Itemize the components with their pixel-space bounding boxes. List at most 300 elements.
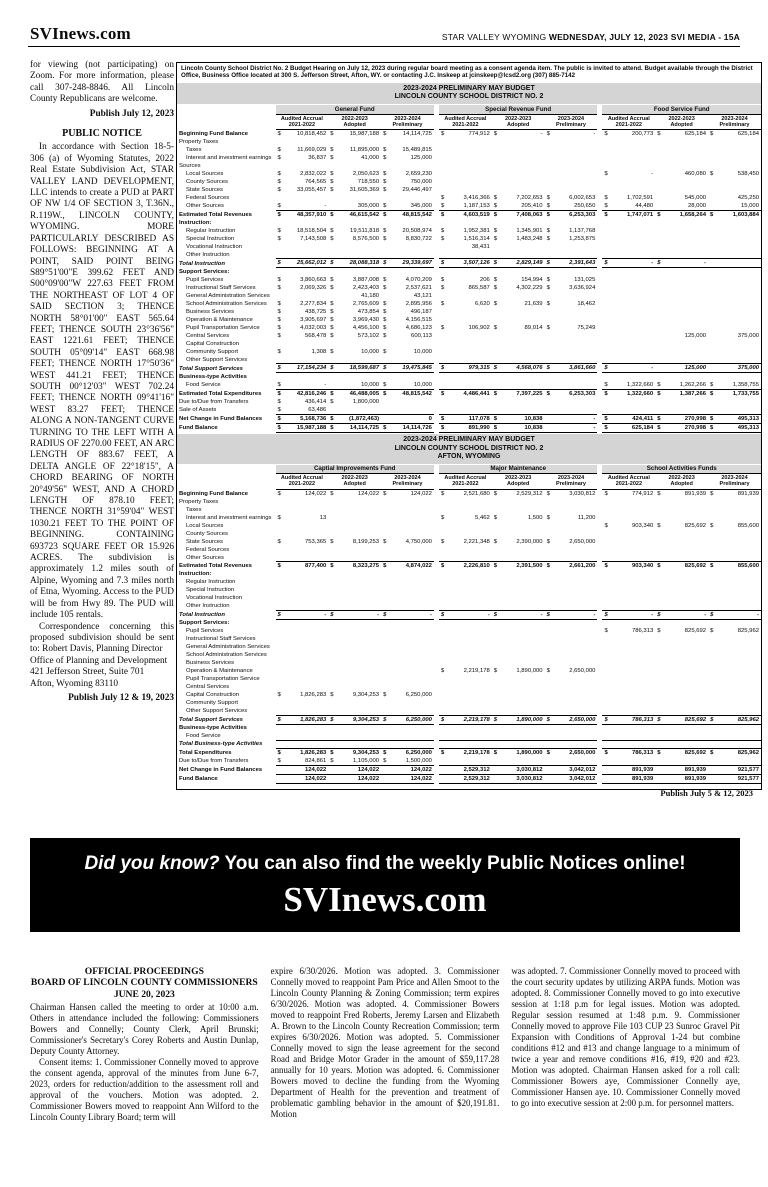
amount-cell — [276, 194, 329, 202]
row-label: Net Change in Fund Balances — [179, 416, 263, 423]
budget-row — [177, 757, 761, 766]
budget-hearing-notice: Lincoln County School District No. 2 Budget Hearing on July 12, 2023 during regular board meeting as a consent agenda item. The public is invited to attend. Budget available through the District Office, Business Office located at 300 S. Jefferson Street, Afton, WY. or contacting J.C. Inskeep at jcinskeep@lcsd2.org (307) 885-7142 — [181, 65, 753, 80]
row-label: State Sources — [186, 538, 224, 545]
column-header: Audited Accrual 2021-2022 — [439, 474, 492, 489]
amount-cell — [545, 546, 598, 554]
budget-row — [177, 635, 761, 643]
amount-cell — [276, 586, 329, 594]
amount-cell — [545, 522, 598, 530]
amount-cell — [708, 138, 761, 146]
amount-cell: $ 7,408,063 — [493, 211, 543, 218]
amount-cell: $ 1,658,264 — [657, 211, 707, 218]
amount-cell — [276, 268, 329, 276]
amount-cell — [655, 732, 708, 740]
amount-cell: $ 903,340 — [604, 563, 654, 570]
row-label: Beginning Fund Balance — [179, 490, 249, 497]
amount-cell — [602, 619, 655, 627]
amount-cell — [492, 308, 545, 316]
row-label: Due to/Due from Transfers — [179, 398, 249, 405]
amount-cell — [602, 276, 655, 284]
amount-cell — [602, 308, 655, 316]
budget-row — [177, 243, 761, 251]
amount-cell — [381, 699, 434, 707]
amount-cell: $ 495,313 — [710, 424, 759, 431]
amount-cell — [381, 194, 434, 202]
amount-cell: $ 891,939 — [657, 490, 707, 497]
amount-cell — [708, 602, 761, 610]
proceedings-column-2 — [271, 966, 500, 1166]
amount-cell — [655, 324, 708, 332]
column-header: Audited Accrual 2021-2022 — [602, 114, 655, 129]
amount-cell: $ 4,070,209 — [383, 276, 432, 283]
amount-cell: $ 6,250,000 — [383, 692, 432, 699]
amount-cell: $ - — [604, 170, 654, 177]
amount-cell — [602, 186, 655, 194]
budget-row — [177, 651, 761, 659]
amount-cell — [655, 683, 708, 691]
budget-row — [177, 610, 761, 619]
amount-cell: $ 1,137,768 — [546, 227, 596, 234]
amount-cell — [655, 348, 708, 356]
amount-cell — [381, 251, 434, 259]
budget-row — [177, 683, 761, 691]
amount-cell — [492, 332, 545, 340]
row-label: Total Business-type Activities — [179, 741, 263, 748]
amount-cell — [381, 138, 434, 146]
amount-cell: $ 270,998 — [657, 415, 707, 422]
amount-cell: $ 14,114,725 — [383, 130, 432, 137]
amount-cell: $ 20,508,974 — [383, 227, 432, 234]
amount-cell: $ 8,199,253 — [330, 538, 380, 545]
amount-cell — [381, 651, 434, 659]
row-label: Pupil Transportation Service — [186, 676, 260, 683]
amount-cell — [439, 643, 492, 651]
budget-row — [177, 506, 761, 514]
amount-cell — [492, 506, 545, 514]
amount-cell — [276, 627, 329, 635]
amount-cell — [545, 635, 598, 643]
budget-title-line: LINCOLN COUNTY SCHOOL DISTRICT NO. 2 — [394, 93, 544, 101]
amount-cell: $ - — [330, 611, 380, 618]
amount-cell — [492, 356, 545, 364]
amount-cell: $ 825,692 — [657, 522, 707, 529]
budget-row — [177, 691, 761, 699]
amount-cell — [708, 146, 761, 154]
amount-cell — [328, 675, 381, 683]
amount-cell — [492, 659, 545, 667]
amount-cell — [328, 162, 381, 170]
amount-cell — [602, 178, 655, 186]
amount-cell: $ 2,661,200 — [546, 563, 596, 570]
amount-cell: $ 4,750,000 — [383, 538, 432, 545]
amount-cell — [602, 340, 655, 348]
budget-row — [177, 619, 761, 627]
amount-cell — [708, 699, 761, 707]
amount-cell: $ 33,055,457 — [277, 186, 327, 193]
amount-cell — [492, 683, 545, 691]
amount-cell: - — [545, 414, 598, 423]
amount-cell — [381, 522, 434, 530]
amount-cell: $ 154,994 — [493, 276, 543, 283]
amount-cell: $ 117,078 — [440, 415, 490, 422]
column-header: 2023-2024 Preliminary — [545, 474, 598, 489]
amount-cell: $ 6,253,303 — [546, 211, 596, 218]
budget-notice-box — [176, 62, 762, 798]
amount-cell: $ 473,854 — [330, 308, 380, 315]
amount-cell — [381, 627, 434, 635]
amount-cell: $ 4,032,003 — [277, 324, 327, 331]
budget-row — [177, 643, 761, 651]
amount-cell — [492, 146, 545, 154]
amount-cell: $ - — [604, 365, 654, 372]
amount-cell — [708, 506, 761, 514]
amount-cell: $ 6,253,303 — [546, 390, 596, 397]
amount-cell — [439, 675, 492, 683]
amount-cell — [381, 740, 434, 748]
budget-row — [177, 732, 761, 740]
amount-cell — [655, 373, 708, 381]
amount-cell — [439, 146, 492, 154]
budget-row — [177, 202, 761, 211]
amount-cell — [602, 268, 655, 276]
amount-cell — [439, 554, 492, 562]
amount-cell: $ 855,600 — [710, 563, 759, 570]
amount-cell — [276, 594, 329, 602]
amount-cell: $ 250,650 — [546, 202, 596, 209]
amount-cell — [708, 406, 761, 415]
amount-cell — [602, 146, 655, 154]
amount-cell: $ 10,000 — [330, 348, 380, 355]
budget-title-band-2 — [177, 434, 761, 464]
amount-cell — [439, 292, 492, 300]
row-label: Fund Balance — [179, 776, 218, 783]
budget-row — [177, 667, 761, 675]
amount-cell — [328, 243, 381, 251]
amount-cell: 15,000 — [740, 202, 759, 209]
amount-cell: $ 11,669,029 — [277, 146, 327, 153]
amount-cell — [602, 235, 655, 243]
amount-cell: $ 6,250,000 — [383, 749, 432, 756]
amount-cell — [655, 554, 708, 562]
amount-cell — [545, 619, 598, 627]
amount-cell — [545, 398, 598, 406]
budget-row — [177, 602, 761, 610]
amount-cell: 2,529,312 — [439, 765, 492, 774]
amount-cell: $ 1,500 — [493, 514, 543, 521]
row-label: School Administration Services — [186, 300, 267, 307]
amount-cell — [328, 627, 381, 635]
amount-cell: $ 753,365 — [277, 538, 327, 545]
amount-cell — [602, 635, 655, 643]
amount-cell — [492, 724, 545, 732]
amount-cell — [492, 578, 545, 586]
amount-cell — [545, 138, 598, 146]
row-label: Other Support Services — [186, 356, 248, 363]
amount-cell: 38,431 — [471, 243, 490, 250]
row-label: Estimated Total Revenues — [179, 211, 252, 218]
amount-cell: $ 1,890,000 — [493, 668, 543, 675]
budget-row — [177, 170, 761, 178]
budget-row — [177, 251, 761, 259]
amount-cell — [708, 276, 761, 284]
amount-cell: $ 891,990 — [440, 424, 490, 431]
amount-cell: $ 865,587 — [440, 284, 490, 291]
left-column — [30, 60, 174, 792]
amount-cell — [545, 530, 598, 538]
amount-cell — [276, 373, 329, 381]
column-header: Audited Accrual 2021-2022 — [276, 474, 329, 489]
amount-cell — [492, 732, 545, 740]
correspondence-paragraph: Correspondence concerning this proposed subdivision should be sent to: Robert Davis, Planning Director — [30, 621, 174, 655]
amount-cell — [545, 732, 598, 740]
column-header: 2023-2024 Preliminary — [545, 114, 598, 129]
row-label: Central Services — [186, 332, 230, 339]
amount-cell: $ - — [657, 260, 707, 267]
amount-cell: $ 903,340 — [604, 522, 654, 529]
amount-cell — [708, 554, 761, 562]
amount-cell — [655, 635, 708, 643]
row-label: Local Sources — [186, 170, 224, 177]
amount-cell — [328, 340, 381, 348]
amount-cell — [328, 594, 381, 602]
row-label: Property Taxes — [179, 498, 219, 505]
amount-cell — [492, 707, 545, 715]
amount-cell — [602, 699, 655, 707]
amount-cell — [328, 506, 381, 514]
budget-row — [177, 414, 761, 423]
amount-cell — [328, 530, 381, 538]
amount-cell — [276, 635, 329, 643]
amount-cell — [439, 659, 492, 667]
row-label: Regular Instruction — [186, 579, 236, 586]
amount-cell — [655, 594, 708, 602]
row-label: Pupil Services — [186, 276, 224, 283]
amount-cell — [655, 538, 708, 546]
budget-row — [177, 538, 761, 546]
amount-cell — [492, 554, 545, 562]
amount-cell — [276, 292, 329, 300]
row-label: County Sources — [186, 530, 228, 537]
amount-cell — [545, 381, 598, 390]
amount-cell: $ 824,861 — [277, 757, 327, 764]
amount-cell: $ 2,391,500 — [493, 563, 543, 570]
amount-cell — [655, 219, 708, 227]
amount-cell: $ 10,838 — [493, 415, 543, 422]
amount-cell — [545, 348, 598, 356]
amount-cell: 891,939 — [655, 774, 708, 783]
amount-cell — [708, 514, 761, 522]
amount-cell: $ 3,507,126 — [440, 260, 490, 267]
amount-cell: $ 786,313 — [604, 749, 654, 756]
budget-row — [177, 748, 761, 757]
amount-cell — [276, 740, 329, 748]
amount-cell — [708, 707, 761, 715]
fund-header: Major Maintenance — [439, 465, 597, 474]
amount-cell: $ 36,837 — [277, 154, 327, 161]
amount-cell: $ 4,302,229 — [493, 284, 543, 291]
amount-cell: $ 825,692 — [657, 716, 707, 723]
amount-cell — [655, 724, 708, 732]
amount-cell — [276, 554, 329, 562]
amount-cell: $ 8,323,275 — [330, 563, 380, 570]
proceedings-column-1 — [30, 966, 259, 1166]
amount-cell — [328, 683, 381, 691]
amount-cell — [602, 643, 655, 651]
amount-cell — [328, 522, 381, 530]
amount-cell — [708, 651, 761, 659]
amount-cell — [655, 530, 708, 538]
row-label: Other Support Services — [186, 708, 248, 715]
publish-date-2: Publish July 12 & 19, 2023 — [68, 692, 174, 703]
row-label: Special Instruction — [186, 235, 235, 242]
amount-cell: $ 2,650,000 — [546, 668, 596, 675]
budget-row — [177, 707, 761, 715]
amount-cell: 425,250 — [737, 194, 759, 201]
budget-row — [177, 724, 761, 732]
amount-cell — [439, 602, 492, 610]
amount-cell — [545, 498, 598, 506]
budget-row — [177, 554, 761, 562]
amount-cell — [492, 602, 545, 610]
row-label: Instruction: — [179, 571, 212, 578]
row-label: Support Services: — [179, 268, 230, 275]
amount-cell: $ 7,143,508 — [277, 235, 327, 242]
amount-cell — [439, 683, 492, 691]
row-label: Other Sources — [186, 203, 224, 210]
amount-cell: $ 1,187,153 — [440, 202, 490, 209]
amount-cell — [381, 594, 434, 602]
amount-cell — [381, 506, 434, 514]
amount-cell: $ 786,313 — [604, 628, 654, 635]
amount-cell — [381, 619, 434, 627]
column-header: 2023-2024 Preliminary — [381, 474, 434, 489]
column-header: Audited Accrual 2021-2022 — [602, 474, 655, 489]
amount-cell: $ 1,826,283 — [277, 692, 327, 699]
amount-cell: $ 48,815,542 — [383, 211, 432, 218]
amount-cell — [439, 732, 492, 740]
amount-cell — [602, 284, 655, 292]
amount-cell — [655, 340, 708, 348]
masthead-right — [442, 32, 740, 42]
amount-cell: $ 205,410 — [493, 202, 543, 209]
amount-cell: $ 6,620 — [440, 300, 490, 307]
public-notice-body: In accordance with Section 18-5-306 (a) of Wyoming Statutes, 2022 Real Estate Subdivision Act, STAR VALLEY LAND DEVELOPMENT, LLC intends to create a PUD at PART OF NW 1/4 OF SECTION 3, T.36N., R.119W., LINCOLN COUNTY, WYOMING. MORE PARTICULARLY DESCRIBED AS FOLLOWS: BEGINNING AT A POINT, SAID POINT BEING S89°51'00"E 399.62 FEET AND S00°09'00"W 227.63 FEET FROM THE NORTHEAST OF LOT 4 OF SAID SECTION 3; THENCE NORTH 58°01'00" EAST 565.64 FEET; THENCE SOUTH 23°36'56" EAST 1221.61 FEET; THENCE SOUTH 05°09'14" EAST 668.98 FEET; THENCE NORTH 17°50'36" WEST 441.21 FEET; THENCE SOUTH 00°12'03" WEST 702.24 FEET; THENCE NORTH 09°41'16" WEST 83.27 FEET; THENCE ALONG A NON-TANGENT CURVE TURNING TO THE LEFT WITH A RADIUS OF 2270.00 FEET, AN ARC LENGTH OF 883.67 FEET, A DELTA ANGLE OF 22°18'15", A CHORD BEARING OF NORTH 20°49'56" WEST, AND A CHORD LENGTH OF 878.10 FEET; THENCE NORTH 31°59'04" WEST 1030.21 FEET TO THE POINT OF BEGINNING. CONTAINING 693723 SQUARE FEET OR 15.926 ACRES. The subdivision is approximately 1.2 miles south of Alpine, Wyoming and 7.3 miles north of Etna, Wyoming. Access to the PUD will be from Hwy 89. The PUD will include 105 rentals. — [30, 142, 174, 621]
amount-cell: $ - — [604, 260, 654, 267]
amount-cell — [439, 162, 492, 170]
amount-cell: $ 3,905,697 — [277, 316, 327, 323]
amount-cell — [602, 691, 655, 699]
amount-cell — [655, 178, 708, 186]
amount-cell — [545, 332, 598, 340]
amount-cell — [655, 276, 708, 284]
amount-cell: $ 1,483,248 — [493, 235, 543, 242]
amount-cell — [276, 651, 329, 659]
amount-cell — [492, 170, 545, 178]
budget-row — [177, 398, 761, 406]
amount-cell — [328, 667, 381, 675]
column-header: 2023-2024 Preliminary — [708, 114, 761, 129]
masthead-rule — [28, 46, 740, 47]
amount-cell — [439, 332, 492, 340]
amount-cell — [655, 659, 708, 667]
amount-cell: $ 15,987,188 — [277, 424, 327, 431]
amount-cell — [602, 570, 655, 578]
amount-cell — [602, 506, 655, 514]
fund-header: School Activities Funds — [602, 465, 761, 474]
amount-cell — [439, 691, 492, 699]
amount-cell: $ 42,816,246 — [277, 390, 327, 397]
amount-cell: $ 200,773 — [604, 130, 654, 137]
row-label: State Sources — [186, 186, 224, 193]
row-label: Pupil Transportation Service — [186, 324, 260, 331]
amount-cell: $ 424,411 — [604, 415, 654, 422]
amount-cell: 3,042,012 — [545, 774, 598, 783]
amount-cell — [276, 732, 329, 740]
amount-cell — [655, 619, 708, 627]
banner-text — [30, 853, 740, 875]
amount-cell — [545, 554, 598, 562]
amount-cell — [381, 356, 434, 364]
amount-cell: $ 2,391,643 — [546, 260, 596, 267]
amount-cell — [439, 268, 492, 276]
amount-cell — [381, 578, 434, 586]
amount-cell: $ 1,322,660 — [604, 390, 654, 397]
amount-cell — [602, 332, 655, 340]
amount-cell — [545, 699, 598, 707]
amount-cell — [276, 498, 329, 506]
amount-cell — [708, 757, 761, 766]
amount-cell — [381, 219, 434, 227]
amount-cell: $ 1,800,000 — [330, 398, 380, 405]
amount-cell — [276, 138, 329, 146]
amount-cell: 2,529,312 — [439, 774, 492, 783]
proceedings-text-2 — [271, 966, 500, 1120]
budget-row — [177, 570, 761, 578]
row-label: Total Instruction — [179, 260, 225, 267]
proceedings-paragraph: Consent items: 1. Commissioner Connelly moved to approve the consent agenda, approval of the minutes from June 6-7, 2023, orders for reduction/addition to the assessment roll and approval of the vouchers. Motion was adopted. 2. Commissioner Bowers moved to reappoint Ann Wilford to the Lincoln County Library Board; term will — [30, 1057, 259, 1123]
amount-cell — [439, 570, 492, 578]
masthead-location: STAR VALLEY WYOMING — [441, 32, 547, 42]
budget-row — [177, 594, 761, 602]
amount-cell — [602, 219, 655, 227]
amount-cell: $ 2,219,178 — [440, 716, 490, 723]
amount-cell: $ 4,603,519 — [440, 211, 490, 218]
amount-cell: 41,180 — [361, 292, 380, 299]
amount-cell — [708, 186, 761, 194]
budget-table-2 — [177, 465, 761, 784]
amount-cell — [439, 406, 492, 415]
budget-row — [177, 146, 761, 154]
amount-cell — [545, 243, 598, 251]
amount-cell — [381, 406, 434, 415]
amount-cell: $ - — [277, 202, 327, 209]
amount-cell — [602, 356, 655, 364]
amount-cell — [439, 506, 492, 514]
office-line: Office of Planning and Development — [30, 655, 168, 666]
amount-cell — [545, 740, 598, 748]
amount-cell — [276, 724, 329, 732]
amount-cell: $ 3,860,663 — [277, 276, 327, 283]
amount-cell: $ 124,022 — [383, 490, 432, 497]
amount-cell — [545, 651, 598, 659]
amount-cell — [328, 138, 381, 146]
masthead-brand: SVInews.com — [30, 24, 131, 43]
row-label: Capital Construction — [186, 692, 240, 699]
amount-cell — [492, 348, 545, 356]
row-label: Other Instruction — [186, 603, 230, 610]
amount-cell — [328, 194, 381, 202]
amount-cell: $ 1,702,591 — [604, 194, 654, 201]
